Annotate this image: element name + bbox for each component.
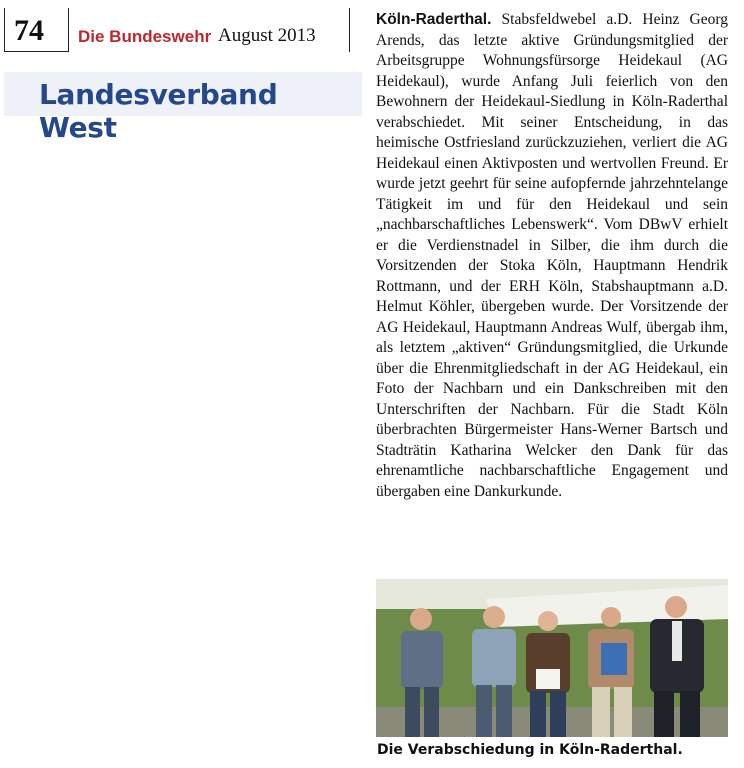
article-dateline: Köln-Raderthal. [376,11,492,28]
publication-title: Die Bundeswehr [78,27,212,46]
header-rule-divider [68,8,69,52]
header-rule-bottom [4,51,68,52]
header-rule-right [349,8,350,52]
section-banner [4,72,362,144]
section-title: Landesverband West [39,78,278,144]
photo-caption: Die Verabschiedung in Köln-Raderthal. [377,742,683,758]
header-rule-left [4,8,5,52]
article-body: Stabsfeldwebel a.D. Heinz Georg Arends, das letzte aktive Gründungsmitglied der Arbeitsgruppe Wohnungsfürsorge Heidekaul (AG Heidekaul), wurde Anfang Juli feierlich von den Bewohnern der Heidekaul-Siedlung in Köln-Raderthal verabschiedet. Mit seiner Entscheidung, in das heimische Ostfriesland zurückzuziehen, verliert die AG Heidekaul einen Aktivposten und wertvollen Freund. Er wurde jetzt geehrt für seine aufopfernde jahrzehntelange Tätigkeit im und für den Heidekaul und sein „nachbarschaftliches Lebenswerk“. Vom DBwV erhielt er die Verdienstnadel in Silber, die ihm durch die Vorsitzenden der Stoka Köln, Hauptmann Hendrik Rottmann, und der ERH Köln, Stabshauptmann a.D. Helmut Köhler, übergeben wurde. Der Vorsitzende der AG Heidekaul, Hauptmann Andreas Wulf, übergab ihm, als letztem „aktiven“ Gründungsmitglied, die Urkunde über die Ehrenmitgliedschaft in der AG Heidekaul, ein Foto der Nachbarn und ein Dankschreiben mit den Unterschriften der Nachbarn. Für die Stadt Köln überbrachten Bürgermeister Hans-Werner Bartsch und Stadträtin Katharina Welcker den Dank für das ehrenamtliche nachbarschaftliche Engagement und übergaben eine Dankurkunde. [376,11,728,500]
photo-illustration [376,579,728,737]
article-text [376,10,728,502]
issue-date: August 2013 [218,25,316,46]
article-photo [376,579,728,737]
page-number: 74 [14,14,44,47]
page-header [4,8,362,52]
